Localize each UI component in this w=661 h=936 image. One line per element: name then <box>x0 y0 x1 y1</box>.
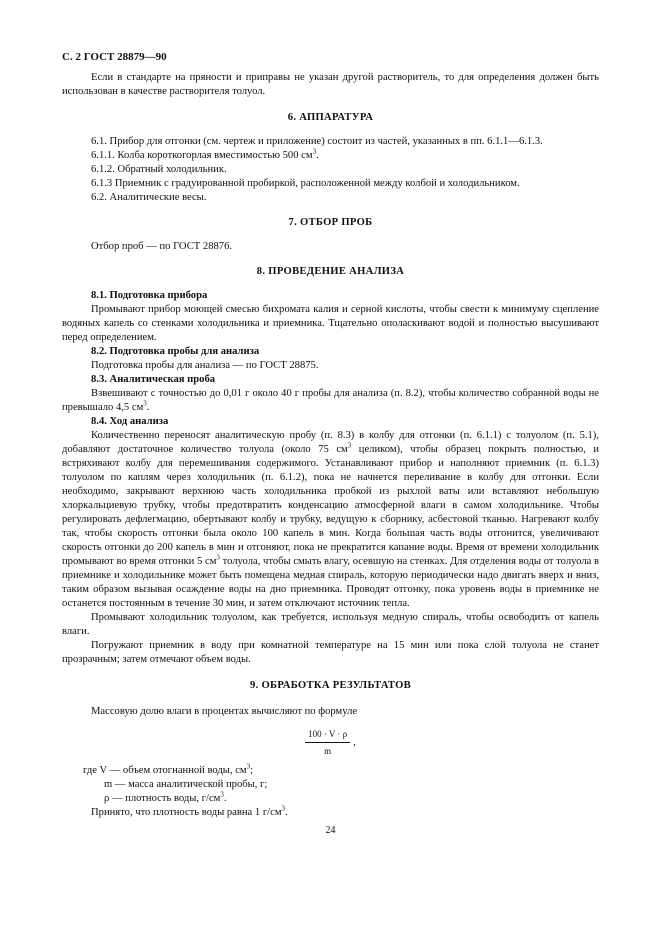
paragraph-8-1: Промывают прибор моющей смесью бихромата калия и серной кислоты, чтобы свести к минимуму сцепление водяных капель со стенками холодильника и приемника. Тщательно ополаскивают водой и полностью высушивают перед определением. <box>62 304 599 343</box>
section-8-title: 8. ПРОВЕДЕНИЕ АНАЛИЗА <box>256 266 405 277</box>
formula-denominator: m <box>324 746 332 756</box>
density-note: Принято, что плотность воды равна 1 $г/см^3$. <box>91 804 288 818</box>
where-rho: ρ — плотность воды, $г/см^3$. <box>104 790 227 804</box>
section-7-title: 7. ОТБОР ПРОБ <box>288 217 373 228</box>
formula-fraction <box>305 727 350 758</box>
paragraph-9-1: Массовую долю влаги в процентах вычисляют по формуле <box>91 706 358 717</box>
where-v: где V — объем отогнанной воды, $см^3$; <box>83 762 254 776</box>
formula-comma: , <box>353 736 356 748</box>
paragraph-8-5: Промывают холодильник толуолом, как требуется, используя медную спираль, чтобы освободить от капель влаги. <box>62 612 599 637</box>
paragraph-8-3: Взвешивают с точностью до 0,01 г около 40 г пробы для анализа (п. 8.2), чтобы количество собранной воды не превышало 4,5 $см^3$. <box>62 388 599 413</box>
document-body <box>62 71 599 838</box>
moisture-formula <box>62 727 599 758</box>
item-6-1-3: 6.1.3 Приемник с градуированной пробиркой, расположенной между колбой и холодильником. <box>91 178 520 189</box>
item-6-1-2: 6.1.2. Обратный холодильник. <box>91 164 227 175</box>
intro-paragraph: Если в стандарте на пряности и приправы не указан другой растворитель, то для определения должен быть использован в качестве растворителя толуол. <box>62 72 599 97</box>
item-6-1: 6.1. Прибор для отгонки (см. чертеж и приложение) состоит из частей, указанных в пп. 6.1.1—6.1.3. <box>91 136 543 147</box>
section-9-title: 9. ОБРАБОТКА РЕЗУЛЬТАТОВ <box>250 680 411 691</box>
heading-8-4: 8.4. Ход анализа <box>91 416 169 427</box>
running-header: С. 2 ГОСТ 28879—90 <box>62 51 167 63</box>
where-m: m — масса аналитической пробы, г; <box>104 779 268 790</box>
paragraph-8-4: Количественно переносят аналитическую пробу (п. 8.3) в колбу для отгонки (п. 6.1.1) с толуолом (п. 5.1), добавляют достаточное количество толуола (около 75 $см^3$ целиком), чтобы образец покрыть полностью, и встряхивают колбу для перемешивания содержимого. Устанавливают прибор и наполняют приемник (п. 6.1.3) толуолом по каплям через холодильник (п. 6.1.2), пока не начнется переливание в колбу для отгонки. Если необходимо, закрывают верхнюю часть холодильника пробкой из рыхлой ваты или вставляют небольшую хлоркальциевую трубку, чтобы предотвратить конденсацию атмосферной влаги в самом холодильнике. Чтобы регулировать дефлегмацию, обертывают колбу и трубку, ведущую к сборнику, асбестовой тканью. Нагревают колбу так, чтобы скорость отгонки была около 100 капель в мин. Когда большая часть воды отгонится, увеличивают скорость отгонки до 200 капель в мин и отгоняют, пока не прекратится капание воды. Время от времени холодильник промывают во время отгонки 5 $см^3$ толуола, чтобы смыть влагу, осевшую на стенках. Для отделения воды от толуола в приемнике и холодильнике может быть помещена медная спираль, которую периодически надо двигать вверх и вниз, таким образом вызывая осаждение воды на дно приемника. Проводят отгонку, пока уровень воды в приемнике не останется постоянным в течение 30 мин, и затем отключают источник тепла. <box>62 430 599 609</box>
heading-8-3: 8.3. Аналитическая проба <box>91 374 216 385</box>
item-6-1-1: 6.1.1. Колба короткогорлая вместимостью 500 $см^3$. <box>91 147 319 161</box>
paragraph-8-2: Подготовка пробы для анализа — по ГОСТ 28875. <box>91 360 319 371</box>
formula-numerator: 100 · V · ρ <box>305 727 350 743</box>
section-6-title: 6. АППАРАТУРА <box>287 112 374 123</box>
page-number: 24 <box>325 825 336 836</box>
section-7-text: Отбор проб — по ГОСТ 28876. <box>91 241 233 252</box>
heading-8-1: 8.1. Подготовка прибора <box>91 290 208 301</box>
item-6-2: 6.2. Аналитические весы. <box>91 192 207 203</box>
paragraph-8-6: Погружают приемник в воду при комнатной температуре на 15 мин или пока слой толуола не станет прозрачным; затем отмечают объем воды. <box>62 640 599 665</box>
heading-8-2: 8.2. Подготовка пробы для анализа <box>91 346 260 357</box>
